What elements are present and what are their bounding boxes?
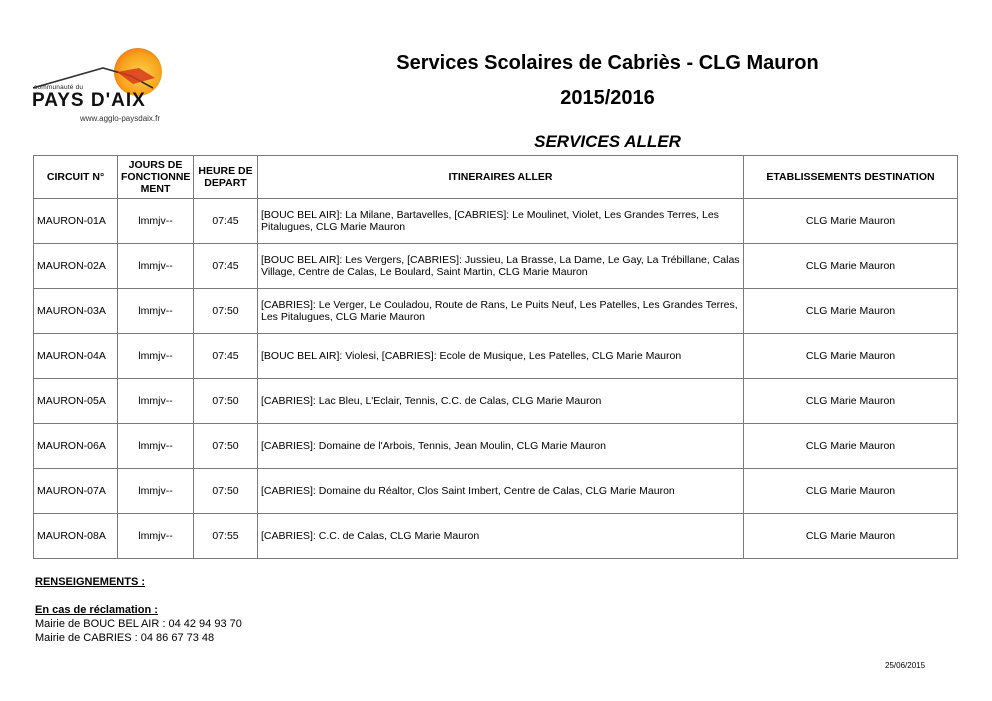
services-table: [33, 155, 958, 559]
cell-circuit: MAURON-06A: [34, 424, 118, 469]
cell-circuit: MAURON-01A: [34, 199, 118, 244]
cell-circuit: MAURON-02A: [34, 244, 118, 289]
reclamation-heading: En cas de réclamation :: [35, 604, 158, 616]
col-header-circuit: CIRCUIT N°: [34, 156, 118, 199]
cell-jours: lmmjv--: [118, 379, 194, 424]
table-row: [34, 379, 958, 424]
col-header-jours: [118, 156, 194, 199]
logo-small-text: communauté du: [34, 84, 84, 91]
cell-jours: lmmjv--: [118, 514, 194, 559]
cell-circuit: MAURON-08A: [34, 514, 118, 559]
cell-etablissement: CLG Marie Mauron: [744, 199, 958, 244]
table-row: [34, 514, 958, 559]
cell-itineraire: [CABRIES]: Domaine du Réaltor, Clos Saint Imbert, Centre de Calas, CLG Marie Mauron: [258, 469, 744, 514]
cell-etablissement: CLG Marie Mauron: [744, 424, 958, 469]
cell-itineraire: [CABRIES]: Domaine de l'Arbois, Tennis, Jean Moulin, CLG Marie Mauron: [258, 424, 744, 469]
cell-jours: lmmjv--: [118, 199, 194, 244]
cell-itineraire: [BOUC BEL AIR]: La Milane, Bartavelles, [CABRIES]: Le Moulinet, Violet, Les Grandes Terres, Les Pitalugues, CLG Marie Mauron: [258, 199, 744, 244]
cell-heure: 07:45: [194, 199, 258, 244]
cell-etablissement: CLG Marie Mauron: [744, 289, 958, 334]
col-header-jours-line: MENT: [140, 183, 171, 195]
contact-line: Mairie de CABRIES : 04 86 67 73 48: [35, 632, 215, 644]
cell-jours: lmmjv--: [118, 424, 194, 469]
logo-name: PAYS D'AIX: [32, 90, 146, 111]
table-row: [34, 244, 958, 289]
cell-heure: 07:55: [194, 514, 258, 559]
page-title: Services Scolaires de Cabriès - CLG Mauron: [396, 52, 819, 74]
pays-daix-logo: [30, 44, 180, 128]
cell-heure: 07:45: [194, 244, 258, 289]
cell-etablissement: CLG Marie Mauron: [744, 514, 958, 559]
cell-circuit: MAURON-05A: [34, 379, 118, 424]
table-row: [34, 469, 958, 514]
cell-jours: lmmjv--: [118, 469, 194, 514]
cell-circuit: MAURON-03A: [34, 289, 118, 334]
col-header-jours-line: JOURS DE: [128, 159, 183, 171]
cell-itineraire: [CABRIES]: C.C. de Calas, CLG Marie Mauron: [258, 514, 744, 559]
table-row: [34, 199, 958, 244]
cell-itineraire: [BOUC BEL AIR]: Les Vergers, [CABRIES]: Jussieu, La Brasse, La Dame, Le Gay, La Trébillane, Calas Village, Centre de Calas, Le Boulard, Saint Martin, CLG Marie Mauron: [258, 244, 744, 289]
col-header-jours-line: FONCTIONNE: [121, 171, 191, 183]
cell-etablissement: CLG Marie Mauron: [744, 469, 958, 514]
cell-etablissement: CLG Marie Mauron: [744, 379, 958, 424]
cell-etablissement: CLG Marie Mauron: [744, 244, 958, 289]
cell-heure: 07:50: [194, 289, 258, 334]
col-header-heure-line: HEURE DE: [198, 165, 253, 177]
cell-etablissement: CLG Marie Mauron: [744, 334, 958, 379]
table-header-row: [34, 156, 958, 199]
col-header-etablissements: ETABLISSEMENTS DESTINATION: [744, 156, 958, 199]
logo-url: www.agglo-paysdaix.fr: [80, 114, 161, 123]
cell-jours: lmmjv--: [118, 334, 194, 379]
cell-heure: 07:50: [194, 424, 258, 469]
cell-jours: lmmjv--: [118, 289, 194, 334]
table-row: [34, 289, 958, 334]
cell-heure: 07:45: [194, 334, 258, 379]
section-title: SERVICES ALLER: [534, 132, 681, 151]
cell-circuit: MAURON-07A: [34, 469, 118, 514]
table-row: [34, 334, 958, 379]
table-row: [34, 424, 958, 469]
cell-itineraire: [BOUC BEL AIR]: Violesi, [CABRIES]: Ecole de Musique, Les Patelles, CLG Marie Mauron: [258, 334, 744, 379]
col-header-heure-line: DEPART: [204, 177, 247, 189]
cell-itineraire: [CABRIES]: Lac Bleu, L'Eclair, Tennis, C.C. de Calas, CLG Marie Mauron: [258, 379, 744, 424]
contact-line: Mairie de BOUC BEL AIR : 04 42 94 93 70: [35, 618, 242, 630]
cell-itineraire: [CABRIES]: Le Verger, Le Couladou, Route de Rans, Le Puits Neuf, Les Patelles, Les Grandes Terres, Les Pitalugues, CLG Marie Mauron: [258, 289, 744, 334]
school-year: 2015/2016: [560, 87, 655, 109]
document-date: 25/06/2015: [885, 661, 926, 670]
info-heading: RENSEIGNEMENTS :: [35, 576, 146, 588]
col-header-itineraires: ITINERAIRES ALLER: [258, 156, 744, 199]
cell-heure: 07:50: [194, 379, 258, 424]
col-header-heure: [194, 156, 258, 199]
cell-jours: lmmjv--: [118, 244, 194, 289]
cell-heure: 07:50: [194, 469, 258, 514]
cell-circuit: MAURON-04A: [34, 334, 118, 379]
